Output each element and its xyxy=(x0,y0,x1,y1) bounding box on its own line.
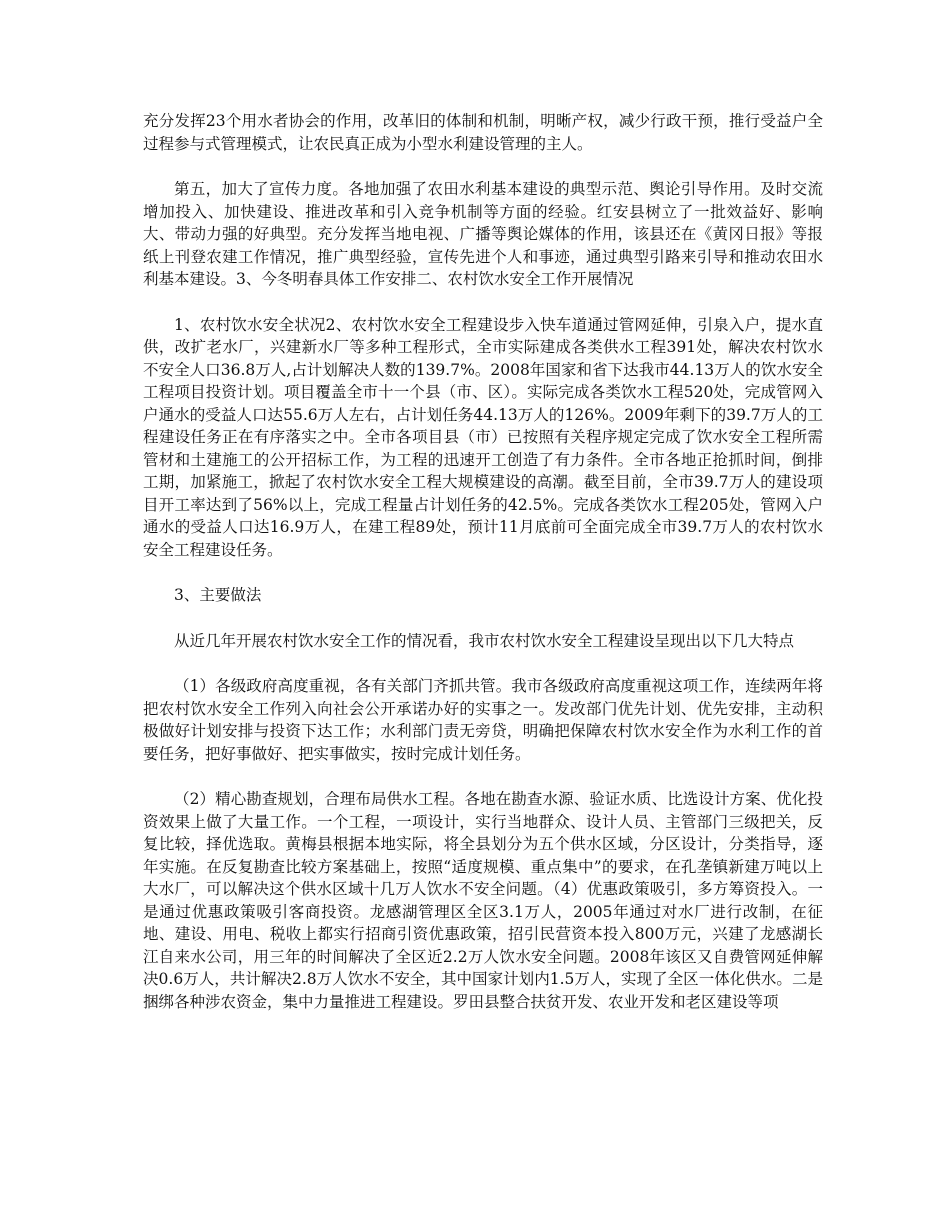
paragraph-government-attention: （1）各级政府高度重视，各有关部门齐抓共管。我市各级政府高度重视这项工作，连续两年将把农村饮水安全工作列入向社会公开承诺办好的实事之一。发改部门优先计划、优先安排，主动积极做好计划安排与投资下达工作；水利部门责无旁贷，明确把保障农村饮水安全作为水利工作的首要任务，把好事做好、把实事做实，按时完成计划任务。 xyxy=(143,677,823,763)
paragraph-features-intro: 从近几年开展农村饮水安全工作的情况看，我市农村饮水安全工程建设呈现出以下几大特点 xyxy=(174,631,795,650)
paragraph-drinking-water-status: 1、农村饮水安全状况2、农村饮水安全工程建设步入快车道通过管网延伸，引泉入户，提水直供，改扩老水厂，兴建新水厂等多种工程形式，全市实际建成各类供水工程391处，解决农村饮水不安全人口36.8万人,占计划解决人数的139.7%。2008年国家和省下达我市44.13万人的饮水安全工程项目投资计划。项目覆盖全市十一个县（市、区）。实际完成各类饮水工程520处，完成管网入户通水的受益人口达55.6万人左右，占计划任务44.13万人的126%。2009年剩下的39.7万人的工程建设任务正在有序落实之中。全市各项目县（市）已按照有关程序规定完成了饮水安全工程所需管材和土建施工的公开招标工作，为工程的迅速开工创造了有力条件。全市各地正抢抓时间，倒排工期，加紧施工，掀起了农村饮水安全工程大规模建设的高潮。截至目前，全市39.7万人的建设项目开工率达到了56%以上，完成工程量占计划任务的42.5%。完成各类饮水工程205处，管网入户通水的受益人口达16.9万人，在建工程89处，预计11月底前可全面完成全市39.7万人的农村饮水安全工程建设任务。 xyxy=(143,315,823,559)
paragraph-water-association: 充分发挥23个用水者协会的作用，改革旧的体制和机制，明晰产权，减少行政干预，推行受益户全过程参与式管理模式，让农民真正成为小型水利建设管理的主人。 xyxy=(143,112,823,153)
section-heading-main-practices: 3、主要做法 xyxy=(174,586,262,604)
document-body xyxy=(143,110,823,1036)
paragraph-planning-and-funding: （2）精心勘查规划，合理布局供水工程。各地在勘查水源、验证水质、比选设计方案、优化投资效果上做了大量工作。一个工程，一项设计，实行当地群众、设计人员、主管部门三级把关，反复比较，择优选取。黄梅县根据本地实际，将全县划分为五个供水区域，分区设计，分类指导，逐年实施。在反复勘查比较方案基础上，按照“适度规模、重点集中”的要求，在孔垄镇新建万吨以上大水厂，可以解决这个供水区域十几万人饮水不安全问题。（4）优惠政策吸引，多方筹资投入。一是通过优惠政策吸引客商投资。龙感湖管理区全区3.1万人，2005年通过对水厂进行改制，在征地、建设、用电、税收上都实行招商引资优惠政策，招引民营资本投入800万元，兴建了龙感湖长江自来水公司，用三年的时间解决了全区近2.2万人饮水安全问题。2008年该区又自费管网延伸解决0.6万人，共计解决2.8万人饮水不安全，其中国家计划内1.5万人，实现了全区一体化供水。二是捆绑各种涉农资金，集中力量推进工程建设。罗田县整合扶贫开发、农业开发和老区建设等项 xyxy=(143,790,823,1011)
paragraph-publicity: 第五，加大了宣传力度。各地加强了农田水利基本建设的典型示范、舆论引导作用。及时交流增加投入、加快建设、推进改革和引入竞争机制等方面的经验。红安县树立了一批效益好、影响大、带动力强的好典型。充分发挥当地电视、广播等舆论媒体的作用，该县还在《黄冈日报》等报纸上刊登农建工作情况，推广典型经验，宣传先进个人和事迹，通过典型引路来引导和推动农田水利基本建设。3、今冬明春具体工作安排二、农村饮水安全工作开展情况 xyxy=(143,180,823,288)
